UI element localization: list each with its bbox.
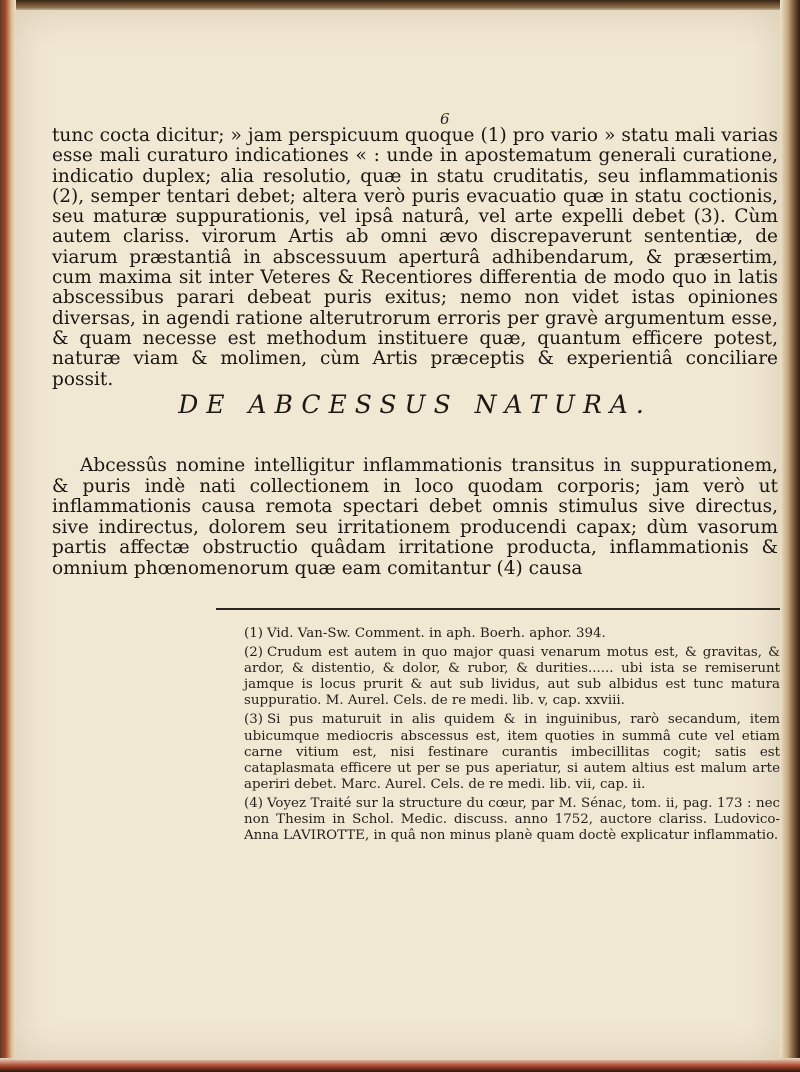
- footnote-text: Voyez Traité sur la structure du cœur, par M. Sénac, tom. ii, pag. 173 : nec non Thesim in Schol. Medic. discuss. anno 1752, auctore clariss. Ludovico-Anna LAVIROTTE, in quâ non minus planè quam doctè explicatur inflammatio.: [244, 795, 780, 844]
- footnote-divider: [216, 608, 780, 610]
- footnote-text: Vid. Van-Sw. Comment. in aph. Boerh. aphor. 394.: [266, 626, 606, 641]
- second-paragraph: Abcessûs nomine intelligitur inflammationis transitus in suppurationem, & puris indè nati collectionem in loco quodam corporis; jam verò ut inflammationis causa remota spectari debet omnis stimulus sive directus, sive indirectus, dolorem seu irritationem producendi capax; dùm vasorum partis affectæ obstructio quâdam irritatione producta, inflammationis & omnium phœnomenorum quæ eam comitantur (4) causa: [52, 455, 778, 579]
- body-text: tunc cocta dicitur; » jam perspicuum quoque (1) pro vario » statu mali varias esse mali curaturo indicationes « : unde in apostematum generali curatione, indicatio duplex; alia resolutio, quæ in statu cruditatis, seu inflammationis (2), semper tentari debet; altera verò puris evacuatio quæ in statu coctionis, seu maturæ suppurationis, vel ipsâ naturâ, vel arte expelli debet (3). Cùm autem clariss. virorum Artis ab omni ævo discrepaverunt sententiæ, de viarum præstantiâ in abscessuum aperturâ adhibendarum, & præsertim, cum maxima sit inter Veteres & Recentiores differentia de modo quo in latis abscessibus parari debeat puris exitus; nemo non videt istas opiniones diversas, in agendi ratione alterutrorum erroris per gravè argumentum esse, & quam necesse est methodum instituere quæ, quantum efficere potest, naturæ viam & molimen, cùm Artis præceptis & experientiâ conciliare possit.: [52, 125, 778, 390]
- footnotes: [244, 626, 780, 847]
- body-paragraph: [52, 126, 778, 390]
- footnote-mark: (4): [244, 795, 263, 811]
- footnote-4: [244, 796, 780, 844]
- page-edge-right: [780, 0, 800, 1072]
- footnote-text: Si pus maturuit in alis quidem & in inguinibus, rarò secandum, item ubicumque mediocris abscessus est, item quoties in summâ cute vel etiam carne vitium est, nisi festinare curantis imbecillitas cogit; satis est cataplasmata efficere ut per se pus aperiatur, si autem altius est malum arte aperiri debet. Marc. Aurel. Cels. de re medi. lib. vii, cap. ii.: [244, 712, 780, 792]
- page-number: 6: [440, 110, 450, 128]
- section-heading: DE ABCESSUS NATURA.: [178, 390, 652, 419]
- footnote-3: [244, 712, 780, 792]
- paper-sheet: [14, 10, 780, 1060]
- footnote-1: [244, 626, 780, 642]
- footnote-2: [244, 645, 780, 709]
- footnote-mark: (3): [244, 712, 263, 728]
- page-edge-bottom: [0, 1058, 800, 1072]
- footnote-mark: (1): [244, 626, 263, 641]
- footnote-mark: (2): [244, 645, 263, 661]
- footnote-text: Crudum est autem in quo major quasi venarum motus est, & gravitas, & ardor, & distentio, & dolor, & rubor, & durities...... ubi ista se remiserunt jamque is locus prurit & aut sub lividus, aut sub albidus est tunc matura suppuratio. M. Aurel. Cels. de re medi. lib. v, cap. xxviii.: [244, 645, 780, 709]
